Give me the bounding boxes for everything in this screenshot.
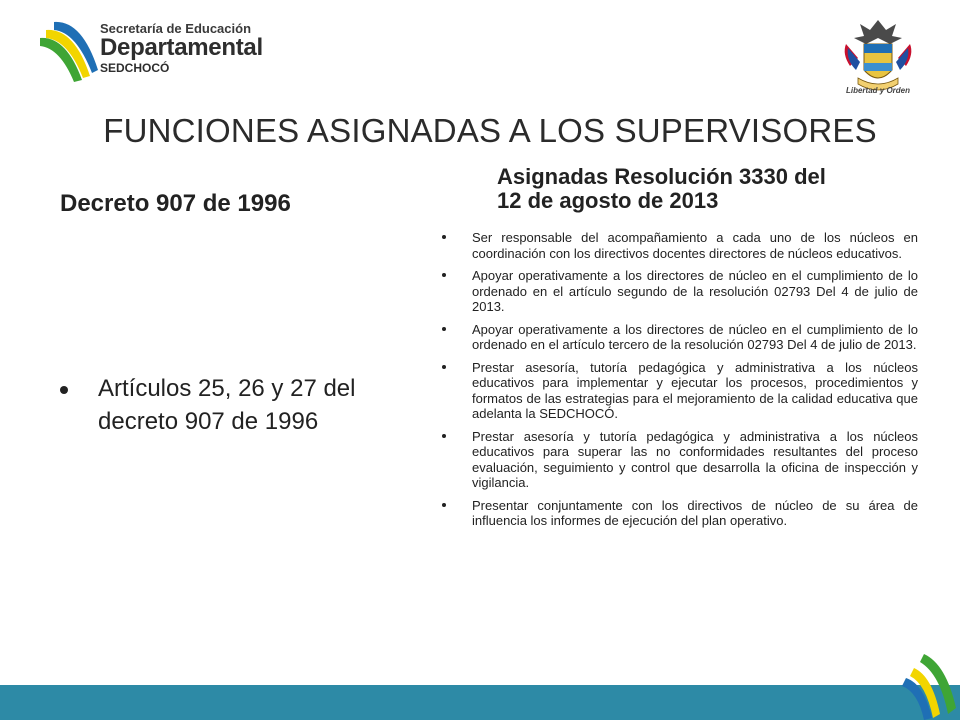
right-bullet-list [442,230,918,536]
list-item [442,230,918,261]
bullet-icon [60,386,68,394]
list-item-text: Artículos 25, 26 y 27 del decreto 907 de 1996 [98,375,356,436]
list-item-text: Apoyar operativamente a los directores de núcleo en el cumplimiento de lo ordenado en el artículo segundo de la resolución 02793 Del 4 de julio de 2013. [472,268,918,314]
slide-title: FUNCIONES ASIGNADAS A LOS SUPERVISORES [103,112,877,149]
bullet-icon [442,235,446,239]
list-item-text: Presentar conjuntamente con los directivos de núcleo de su área de influencia los informes de ejecución del plan operativo. [472,497,918,528]
list-item-text: Prestar asesoría y tutoría pedagógica y administrativa a los núcleos educativos para superar las no conformidades resultantes del proceso evaluación, seguimiento y control que desarrolla la oficina de inspección y vigilancia. [472,428,918,490]
logo-line-2: Departamental [100,34,263,61]
list-item [442,429,918,491]
corner-logo-stripes-icon [896,648,960,720]
coat-of-arms-motto: Libertad y Orden [845,86,910,95]
logo-stripes-icon [36,18,100,84]
right-column-heading [497,165,917,213]
left-bullet-list [60,372,410,438]
logo-line-1: Secretaría de Educación [100,21,252,36]
bullet-icon [442,503,446,507]
bullet-icon [442,327,446,331]
list-item [442,322,918,353]
left-column-heading: Decreto 907 de 1996 [60,190,291,217]
list-item-text: Apoyar operativamente a los directores de núcleo en el cumplimiento de lo ordenado en el artículo tercero de la resolución 02793 Del 4 de julio de 2013. [472,321,918,352]
right-heading-line-1: Asignadas Resolución 3330 del [497,164,826,189]
logo-line-3: SEDCHOCÓ [100,61,170,75]
footer-bar [0,685,960,720]
list-item-text: Prestar asesoría, tutoría pedagógica y administrativa a los núcleos educativos para implementar y ejecutar los procesos, procedimientos y formatos de las estrategias para el mejoramiento de la calidad educativa que adelanta la SEDCHOCÓ. [472,359,918,421]
right-heading-line-2: 12 de agosto de 2013 [497,188,719,214]
list-item [442,498,918,529]
list-item [442,360,918,422]
bullet-icon [442,365,446,369]
bullet-icon [442,434,446,438]
bullet-icon [442,273,446,277]
sedchoco-logo [36,18,286,84]
list-item [442,268,918,315]
list-item [60,372,410,438]
list-item-text: Ser responsable del acompañamiento a cada uno de los núcleos en coordinación con los directivos docentes directores de núcleos educativos. [472,230,918,261]
